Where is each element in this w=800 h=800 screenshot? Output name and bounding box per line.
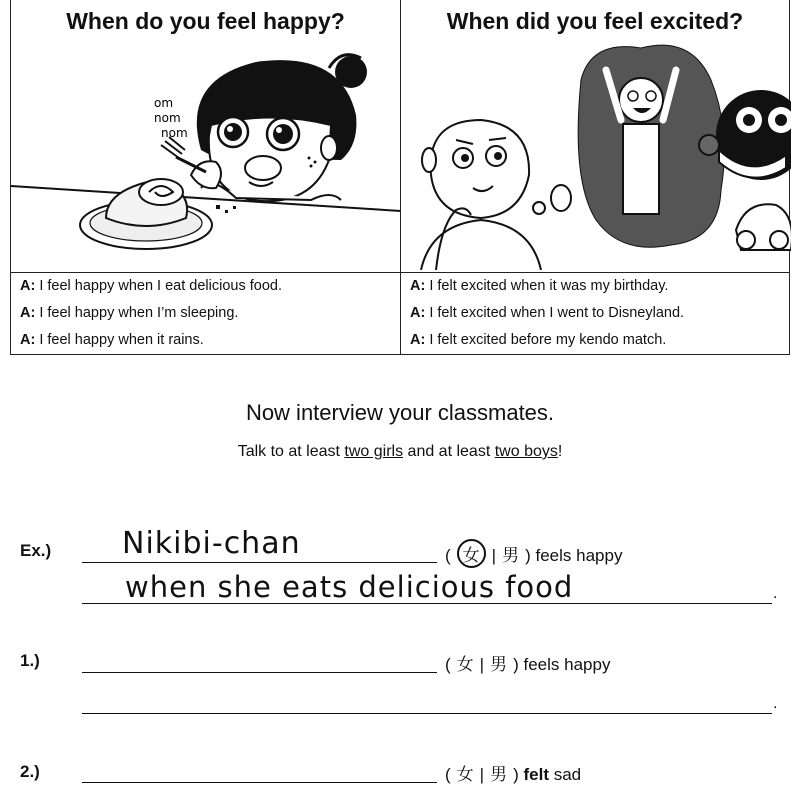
row-2-label: 2.)	[20, 762, 40, 781]
period: .	[773, 585, 778, 602]
girl-option[interactable]: 女	[456, 655, 474, 675]
period: .	[773, 695, 778, 712]
boy-option[interactable]: 男	[502, 546, 520, 566]
panel-title: When did you feel excited?	[446, 8, 744, 34]
boy-thinking-illustration	[401, 40, 791, 270]
example-label: Ex.)	[20, 541, 52, 560]
answer-row: A: I feel happy when it rains.	[20, 332, 204, 348]
two-girls-text: two girls	[344, 443, 404, 460]
gender-choice: ( 女 | 男 ) feels happy	[445, 539, 622, 568]
name-field[interactable]	[82, 644, 437, 673]
nom-text-2: nom	[161, 126, 188, 140]
answer-row: A: I feel happy when I’m sleeping.	[20, 305, 239, 321]
answer-row: A: I feel happy when I eat delicious food.	[20, 278, 282, 294]
handwritten-name: Nikibi-chan	[122, 526, 301, 561]
answer-row: A: I felt excited when I went to Disneyland.	[410, 305, 685, 321]
name-field[interactable]	[82, 754, 437, 783]
two-boys-text: two boys	[494, 443, 558, 460]
answer-row: A: I felt excited when it was my birthday.	[410, 278, 669, 294]
panel-happy	[11, 0, 400, 354]
example-panels	[10, 0, 790, 355]
girl-option-circled[interactable]: 女	[457, 539, 486, 568]
panel-title: When do you feel happy?	[66, 8, 345, 34]
answer-row: A: I felt excited before my kendo match.	[410, 332, 667, 348]
om-text: om	[154, 96, 174, 110]
handwritten-completion: when she eats delicious food	[125, 570, 574, 604]
row-1-label: 1.)	[20, 651, 40, 670]
answer-field[interactable]	[82, 685, 772, 714]
boy-option[interactable]: 男	[490, 655, 508, 675]
instruction-subheading: Talk to at least two girls and at least two boys!	[237, 443, 563, 460]
nom-text-1: nom	[154, 111, 181, 125]
answer-list	[11, 272, 400, 354]
panel-excited	[400, 0, 789, 354]
instruction-heading: Now interview your classmates.	[245, 400, 555, 425]
girl-eating-cake-illustration	[11, 40, 401, 270]
girl-option[interactable]: 女	[456, 765, 474, 785]
gender-choice: ( 女 | 男 ) feels happy	[445, 655, 611, 675]
answer-list	[401, 272, 789, 354]
gender-choice: ( 女 | 男 ) felt sad	[445, 765, 582, 785]
boy-option[interactable]: 男	[490, 765, 508, 785]
